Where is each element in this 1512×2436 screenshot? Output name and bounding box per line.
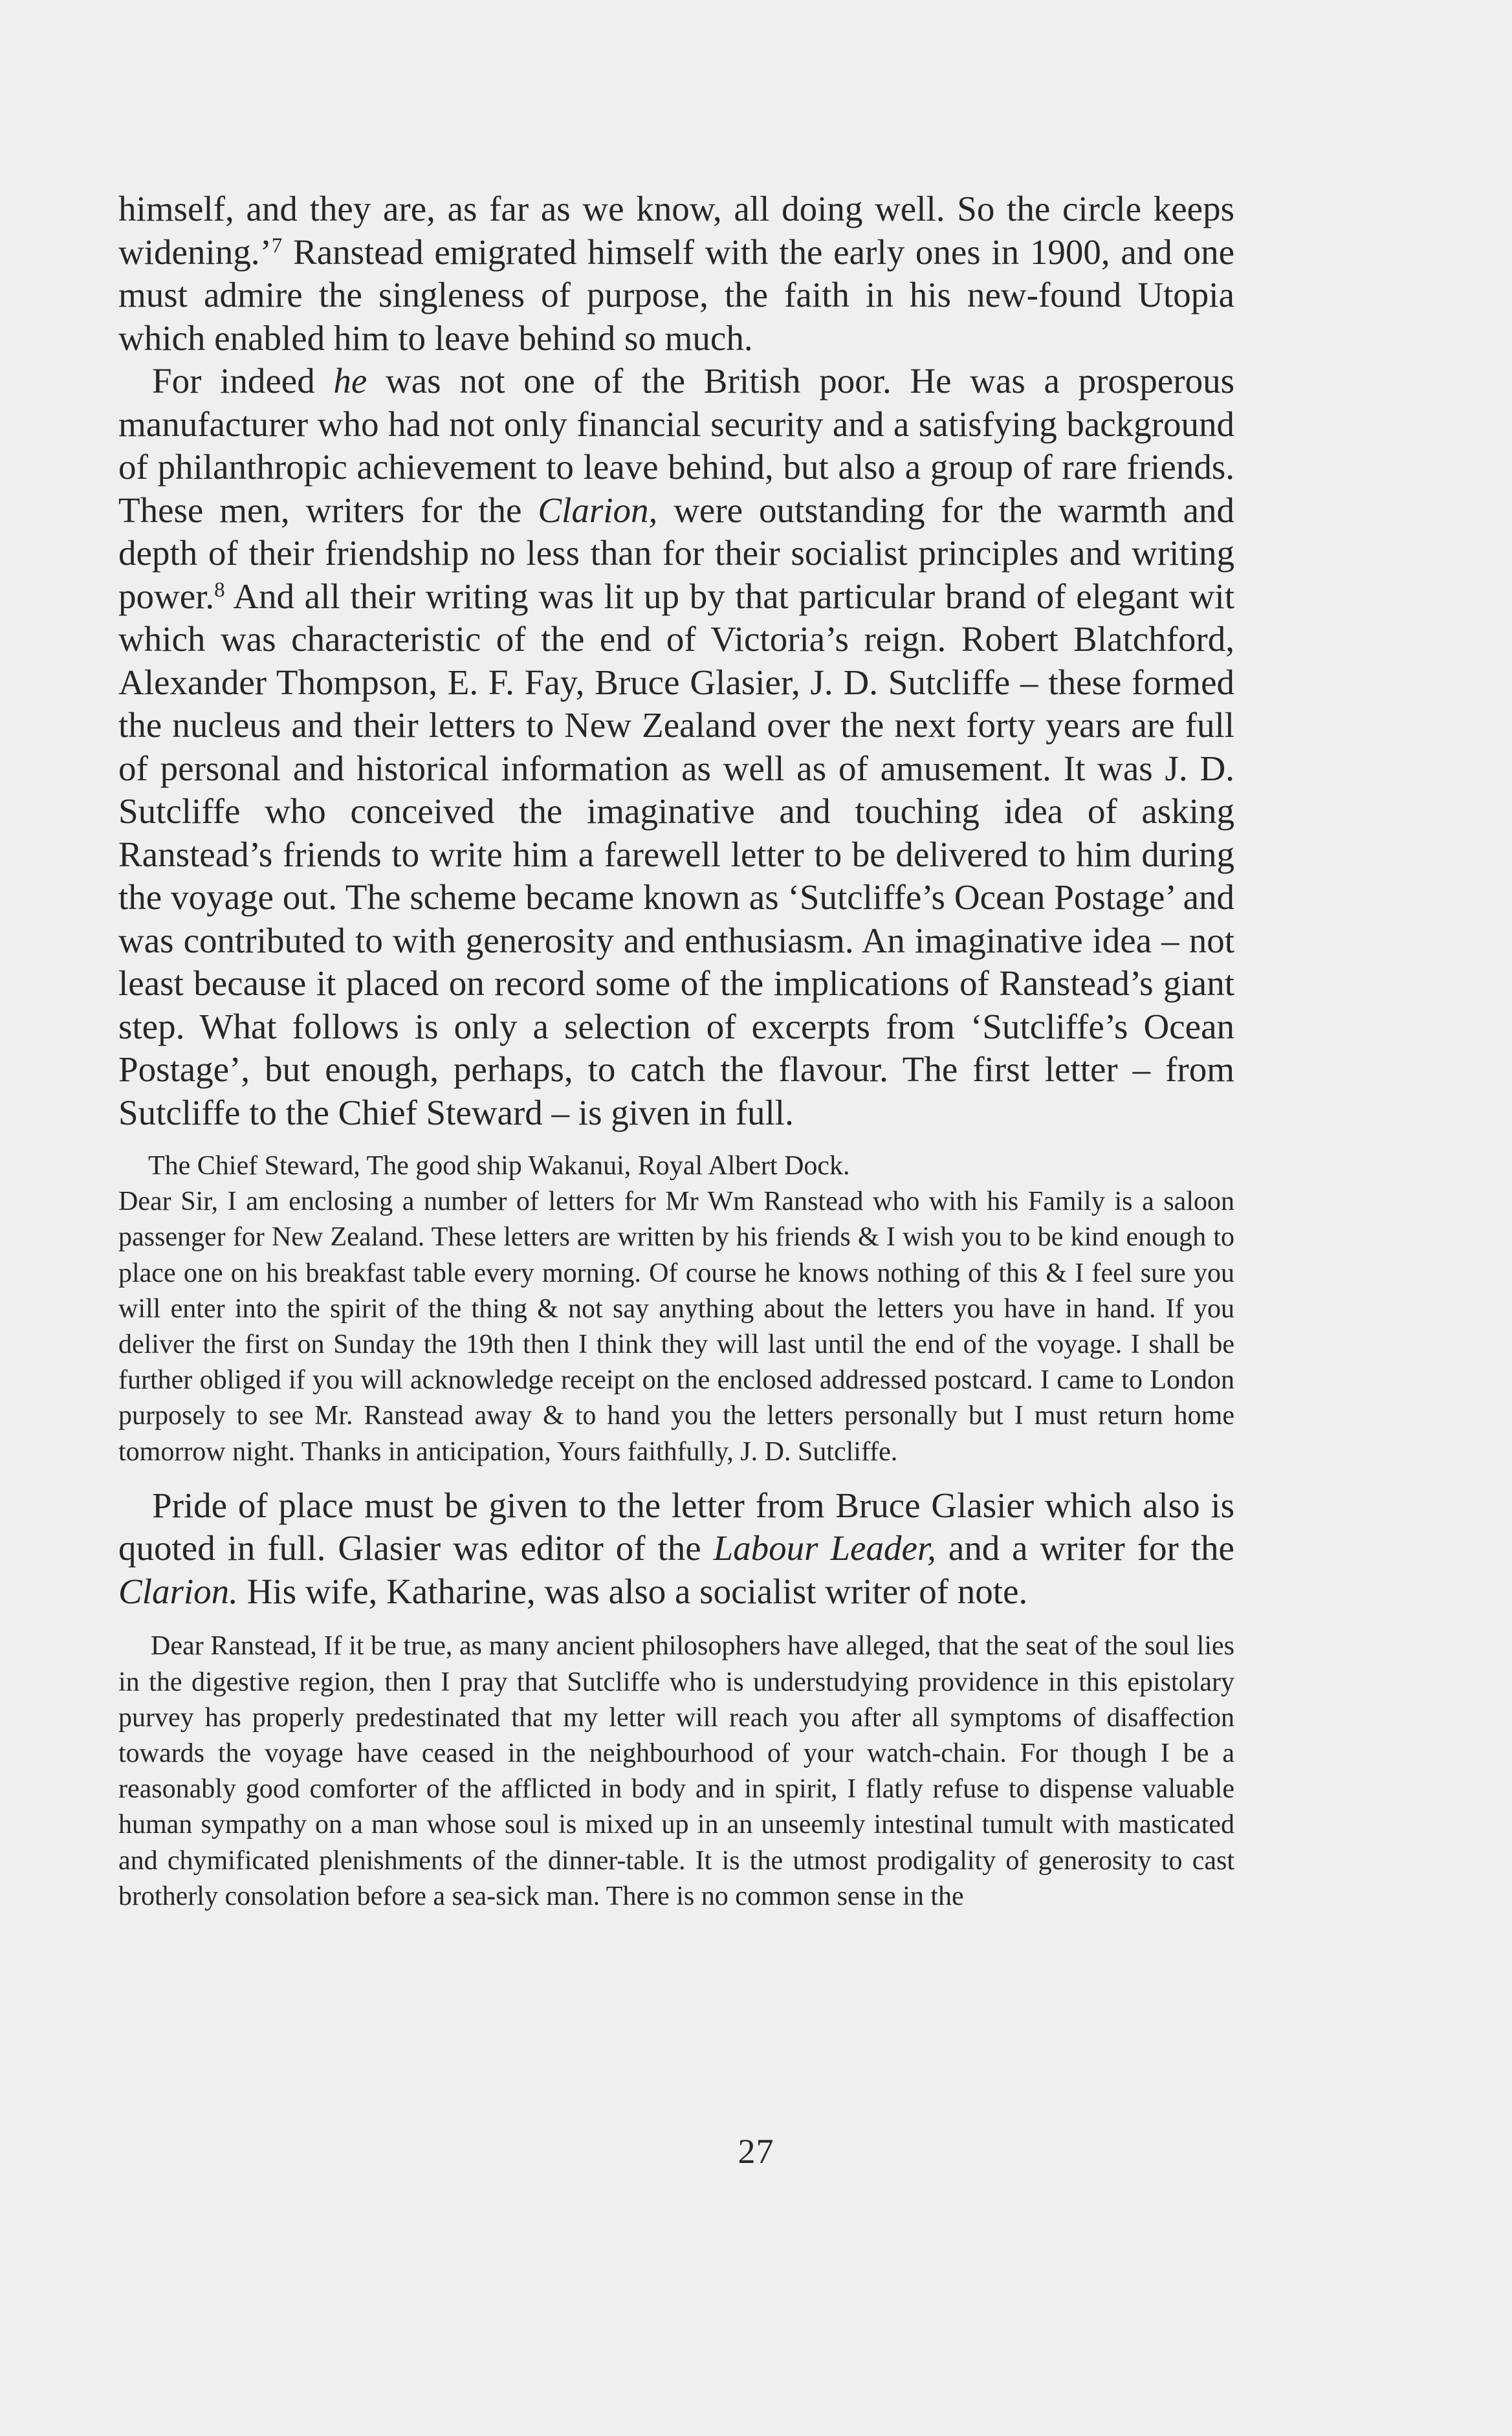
letter-address: The Chief Steward, The good ship Wakanui, Royal Albert Dock. xyxy=(148,1151,850,1181)
publication-title: Clarion. xyxy=(118,1571,238,1611)
letter-sutcliffe-body: Dear Sir, I am enclosing a number of letters for Mr Wm Ranstead who with his Family is a saloon passenger for New Zealand. These letters are written by his friends & I wish you to be kind enough to place one on his breakfast table every morning. Of course he knows nothing of this & I feel sure you will enter into the spirit of the thing & not say anything about the letters you have in hand. If you deliver the first on Sunday the 19th then I think they will last until the end of the voyage. I shall be further obliged if you will acknowledge receipt on the enclosed addressed postcard. I came to London purposely to see Mr. Ranstead away & to hand you the letters personally but I must return home tomorrow night. Thanks in anticipation, Yours faithfully, J. D. Sutcliffe. xyxy=(118,1187,1234,1467)
publication-title: Labour Leader, xyxy=(713,1528,936,1568)
letter-glasier-body: Dear Ranstead, If it be true, as many ancient philosophers have alleged, that the seat of the soul lies in the digestive region, then I pray that Sutcliffe who is understudying providence in this epistolary purvey has properly predestinated that my letter will reach you after all symptoms of disaffection towards the voyage have ceased in the neighbourhood of your watch-chain. For though I be a reasonably good comforter of the afflicted in body and in spirit, I flatly refuse to dispense valuable human sympathy on a man whose soul is mixed up in an unseemly intestinal tumult with masticated and chymificated plenishments of the dinner-table. It is the utmost prodigality of generosity to cast brotherly consolation before a sea-sick man. There is no common sense in the xyxy=(118,1631,1234,1911)
paragraph-glasier-intro xyxy=(118,1484,1234,1614)
paragraph-text: For indeed xyxy=(152,361,334,401)
paragraph-clarion-friends xyxy=(118,360,1234,1134)
footnote-marker: 7 xyxy=(271,234,283,258)
paragraph-text: His wife, Katharine, was also a socialist writer of note. xyxy=(237,1571,1028,1611)
paragraph-text: were outstanding for the warmth and depth of their friendship no less than for their socialist principles and writing power. xyxy=(118,490,1234,616)
paragraph-text: and a writer for the xyxy=(936,1528,1234,1568)
footnote-marker: 8 xyxy=(214,578,225,602)
paragraph-continuation xyxy=(118,188,1234,360)
letter-glasier xyxy=(118,1629,1234,1915)
publication-title: Clarion, xyxy=(538,490,658,530)
paragraph-text: Pride of place must be given to the letter from Bruce Glasier which also is quoted in full. Glasier was editor of the xyxy=(118,1485,1234,1568)
paragraph-text: Ranstead emigrated himself with the early ones in 1900, and one must admire the singleness of purpose, the faith in his new-found Utopia which enabled him to leave behind so much. xyxy=(118,232,1234,358)
book-page-text xyxy=(118,188,1234,1915)
paragraph-text: And all their writing was lit up by that particular brand of elegant wit which was characteristic of the end of Victoria’s reign. Robert Blatchford, Alexander Thompson, E. F. Fay, Bruce Glasier, J. D. Sutcliffe – these formed the nucleus and their letters to New Zealand over the next forty years are full of personal and historical information as well as of amusement. It was J. D. Sutcliffe who conceived the imaginative and touching idea of asking Ranstead’s friends to write him a farewell letter to be delivered to him during the voyage out. The scheme became known as ‘Sutcliffe’s Ocean Postage’ and was contributed to with generosity and enthusiasm. An imaginative idea – not least because it placed on record some of the implications of Ranstead’s giant step. What follows is only a selection of excerpts from ‘Sutcliffe’s Ocean Postage’, but enough, perhaps, to catch the flavour. The first letter – from Sutcliffe to the Chief Steward – is given in full. xyxy=(118,576,1234,1132)
emphasis-text: he xyxy=(333,361,367,401)
paragraph-text: was not one of the British poor. He was a prosperous manufacturer who had not only financial security and a satisfying background of philanthropic achievement to leave behind, but also a group of rare friends. These men, writers for the xyxy=(118,361,1234,530)
page-number: 27 xyxy=(738,2132,774,2171)
paragraph-text: himself, and they are, as far as we know, all doing well. So the circle keeps widening.’ xyxy=(118,189,1234,272)
